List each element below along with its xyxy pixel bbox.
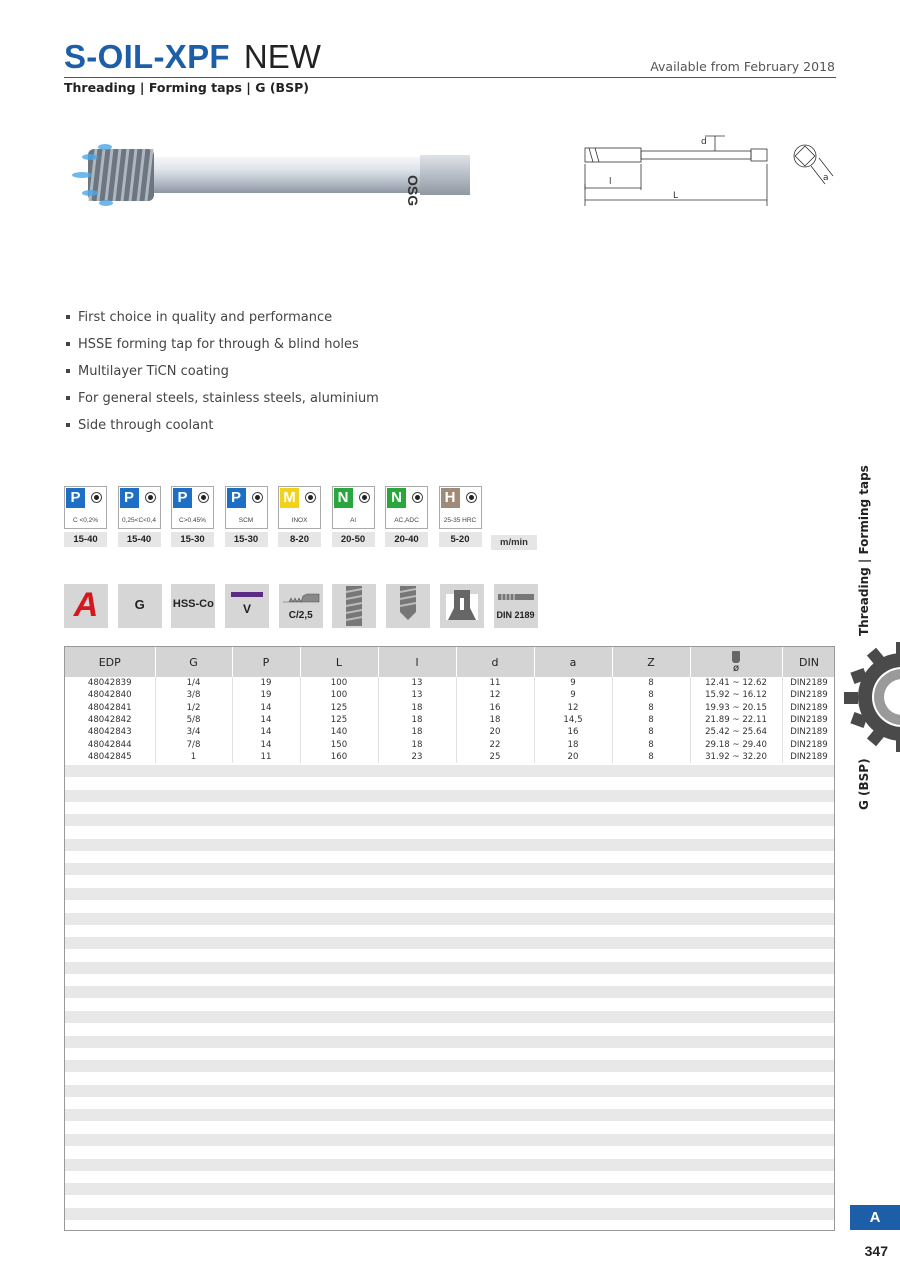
table-cell: 100: [300, 689, 378, 701]
suitability-dot-icon: [359, 492, 370, 503]
thread-type-icon: G: [118, 584, 162, 628]
material-description: 0,25<C<0,4: [122, 517, 156, 524]
material-box: [332, 486, 375, 529]
empty-row-stripe: [65, 1122, 834, 1134]
empty-row-stripe: [65, 1208, 834, 1220]
speed-unit: m/min: [491, 535, 537, 550]
table-row: [65, 677, 835, 689]
suitability-dot-icon: [305, 492, 316, 503]
empty-row-stripe: [65, 1060, 834, 1072]
dim-d: d: [701, 137, 707, 147]
suitability-dot-icon: [91, 492, 102, 503]
empty-row-stripe: [65, 1097, 834, 1109]
empty-row-stripe: [65, 802, 834, 814]
cutting-speed: 15-30: [225, 532, 268, 547]
feature-item: HSSE forming tap for through & blind holes: [66, 335, 379, 362]
table-cell: 3/8: [155, 689, 232, 701]
table-cell: DIN2189: [782, 751, 835, 763]
table-cell: 125: [300, 702, 378, 714]
table-cell: 12: [534, 702, 612, 714]
table-cell: 19.93 ~ 20.15: [690, 702, 782, 714]
suitability-dot-icon: [252, 492, 263, 503]
feature-item: For general steels, stainless steels, aluminium: [66, 389, 379, 416]
table-cell: 8: [612, 689, 690, 701]
table-cell: 48042842: [65, 714, 155, 726]
empty-row-stripe: [65, 765, 834, 777]
table-cell: 48042843: [65, 726, 155, 738]
table-cell: 5/8: [155, 714, 232, 726]
table-cell: DIN2189: [782, 738, 835, 750]
material-description: C <0,2%: [72, 517, 99, 524]
gear-icon: [840, 642, 900, 752]
table-cell: 9: [534, 689, 612, 701]
column-header: Z: [612, 647, 690, 677]
table-cell: 1: [155, 751, 232, 763]
table-body: [65, 677, 835, 763]
material-group-letter: H: [441, 488, 460, 508]
suitability-dot-icon: [145, 492, 156, 503]
table-cell: DIN2189: [782, 714, 835, 726]
table-cell: 14,5: [534, 714, 612, 726]
product-name: S-OIL-XPF: [64, 38, 230, 75]
dim-l: l: [609, 177, 612, 187]
column-header: DIN: [782, 647, 835, 677]
table-cell: 1/4: [155, 677, 232, 689]
empty-row-stripe: [65, 1220, 834, 1231]
table-cell: 8: [612, 702, 690, 714]
material-item: [278, 486, 321, 547]
empty-row-stripe: [65, 1011, 834, 1023]
coating-icon: V: [225, 584, 269, 628]
diameter-label: ø: [732, 662, 740, 674]
table-cell: 125: [300, 714, 378, 726]
feature-list: [66, 308, 379, 443]
table-cell: 8: [612, 726, 690, 738]
empty-row-stripe: [65, 900, 834, 912]
chamfer-icon: C/2,5: [279, 584, 323, 628]
material-item: [225, 486, 268, 547]
cutting-speed: 15-40: [64, 532, 107, 547]
table-cell: 20: [534, 751, 612, 763]
tap-dimension-drawing: [575, 128, 837, 210]
table-cell: 1/2: [155, 702, 232, 714]
material-description: SCM: [238, 517, 254, 524]
table-cell: DIN2189: [782, 689, 835, 701]
empty-row-stripe: [65, 827, 834, 839]
table-cell: 29.18 ~ 29.40: [690, 738, 782, 750]
feature-item: First choice in quality and performance: [66, 308, 379, 335]
cutting-speed: 15-40: [118, 532, 161, 547]
header-divider: [64, 77, 836, 78]
table-cell: 15.92 ~ 16.12: [690, 689, 782, 701]
table-cell: 48042840: [65, 689, 155, 701]
material-description: Al: [350, 517, 356, 524]
suitability-dot-icon: [412, 492, 423, 503]
empty-row-stripe: [65, 1085, 834, 1097]
table-cell: 48042839: [65, 677, 155, 689]
column-header: P: [232, 647, 300, 677]
table-cell: 12: [456, 689, 534, 701]
table-cell: 140: [300, 726, 378, 738]
empty-row-stripe: [65, 1196, 834, 1208]
table-cell: DIN2189: [782, 702, 835, 714]
product-table: [64, 646, 835, 1231]
material-group-letter: N: [387, 488, 406, 508]
table-cell: 18: [378, 738, 456, 750]
material-box: [439, 486, 482, 529]
table-row: [65, 738, 835, 750]
table-cell: 18: [456, 714, 534, 726]
table-row: [65, 726, 835, 738]
table-cell: 13: [378, 677, 456, 689]
empty-row-stripe: [65, 986, 834, 998]
material-item: [64, 486, 107, 547]
table-cell: 22: [456, 738, 534, 750]
table-cell: 11: [232, 751, 300, 763]
material-box: [171, 486, 214, 529]
side-subcategory: G (BSP): [857, 758, 871, 810]
standard-icon: DIN 2189: [494, 584, 538, 628]
column-header: a: [534, 647, 612, 677]
table-cell: 3/4: [155, 726, 232, 738]
table-cell: 16: [534, 726, 612, 738]
empty-row-stripe: [65, 876, 834, 888]
table-row: [65, 702, 835, 714]
cutting-speed: 15-30: [171, 532, 214, 547]
empty-row-stripe: [65, 950, 834, 962]
material-box: [225, 486, 268, 529]
table-cell: 18: [378, 726, 456, 738]
material-item: [118, 486, 161, 547]
table-cell: 16: [456, 702, 534, 714]
table-row: [65, 751, 835, 763]
material-description: INOX: [291, 517, 308, 524]
material-item: [171, 486, 214, 547]
material-group-letter: P: [66, 488, 85, 508]
cutting-speed: 5-20: [439, 532, 482, 547]
table-cell: 18: [378, 702, 456, 714]
empty-row-stripe: [65, 913, 834, 925]
table-row: [65, 714, 835, 726]
feature-item: Side through coolant: [66, 416, 379, 443]
table-cell: 18: [534, 738, 612, 750]
side-category: Threading | Forming taps: [857, 465, 871, 636]
table-cell: 48042844: [65, 738, 155, 750]
empty-row-stripe: [65, 888, 834, 900]
material-description: AC,ADC: [394, 517, 419, 524]
table-cell: 14: [232, 714, 300, 726]
empty-row-stripe: [65, 1073, 834, 1085]
column-header: l: [378, 647, 456, 677]
column-header: EDP: [65, 647, 155, 677]
table-cell: DIN2189: [782, 726, 835, 738]
material-group-letter: P: [173, 488, 192, 508]
empty-row-stripe: [65, 1109, 834, 1121]
material-group-letter: N: [334, 488, 353, 508]
empty-row-stripe: [65, 1171, 834, 1183]
material-group-letter: P: [227, 488, 246, 508]
table-cell: 160: [300, 751, 378, 763]
table-cell: 23: [378, 751, 456, 763]
empty-row-stripe: [65, 962, 834, 974]
table-cell: 7/8: [155, 738, 232, 750]
empty-row-stripe: [65, 1048, 834, 1060]
page-number: 347: [864, 1243, 888, 1259]
material-box: [118, 486, 161, 529]
blind-hole-icon: [386, 584, 430, 628]
empty-row-stripe: [65, 1183, 834, 1195]
table-header: [65, 647, 835, 677]
table-cell: 14: [232, 726, 300, 738]
material-box: [278, 486, 321, 529]
empty-row-stripe: [65, 839, 834, 851]
column-header: G: [155, 647, 232, 677]
table-cell: 12.41 ~ 12.62: [690, 677, 782, 689]
section-tab: A: [850, 1205, 900, 1230]
cutting-speed: 20-50: [332, 532, 375, 547]
material-item: [385, 486, 428, 547]
cutting-speed: 20-40: [385, 532, 428, 547]
suitability-dot-icon: [198, 492, 209, 503]
table-cell: 8: [612, 677, 690, 689]
column-header: L: [300, 647, 378, 677]
table-cell: 8: [612, 751, 690, 763]
table-cell: 20: [456, 726, 534, 738]
material-group-letter: P: [120, 488, 139, 508]
empty-row-stripe: [65, 1036, 834, 1048]
empty-row-stripe: [65, 937, 834, 949]
tool-spec-icons: [64, 584, 547, 628]
table-cell: 8: [612, 738, 690, 750]
direction-icon: A: [64, 584, 108, 628]
column-header: d: [456, 647, 534, 677]
table-cell: 21.89 ~ 22.11: [690, 714, 782, 726]
empty-row-stripe: [65, 1134, 834, 1146]
table-row: [65, 689, 835, 701]
material-box: [385, 486, 428, 529]
material-description: 25-35 HRC: [443, 517, 477, 524]
availability-note: Available from February 2018: [650, 59, 835, 74]
material-box: [64, 486, 107, 529]
table-cell: 25.42 ~ 25.64: [690, 726, 782, 738]
table-cell: 100: [300, 677, 378, 689]
table-cell: 48042845: [65, 751, 155, 763]
through-hole-icon: [332, 584, 376, 628]
material-description: C>0.45%: [179, 517, 206, 524]
table-cell: 11: [456, 677, 534, 689]
table-cell: 18: [378, 714, 456, 726]
table-cell: 8: [612, 714, 690, 726]
empty-row-stripe: [65, 814, 834, 826]
empty-row-stripe: [65, 851, 834, 863]
empty-row-stripe: [65, 790, 834, 802]
suitability-dot-icon: [466, 492, 477, 503]
table-cell: 14: [232, 738, 300, 750]
table-cell: 31.92 ~ 32.20: [690, 751, 782, 763]
empty-row-stripe: [65, 1159, 834, 1171]
empty-row-stripe: [65, 999, 834, 1011]
page-title: [64, 38, 321, 78]
dim-a: a: [823, 173, 829, 183]
breadcrumb: Threading | Forming taps | G (BSP): [64, 80, 309, 95]
column-header: [690, 647, 782, 677]
empty-row-stripe: [65, 863, 834, 875]
table-cell: 19: [232, 689, 300, 701]
material-item: [439, 486, 482, 547]
table-cell: 9: [534, 677, 612, 689]
table-cell: 19: [232, 677, 300, 689]
cutting-speed: 8-20: [278, 532, 321, 547]
table-cell: DIN2189: [782, 677, 835, 689]
table-cell: 14: [232, 702, 300, 714]
feature-item: Multilayer TiCN coating: [66, 362, 379, 389]
table-cell: 25: [456, 751, 534, 763]
table-cell: 48042841: [65, 702, 155, 714]
coolant-icon: [440, 584, 484, 628]
material-suitability: [64, 486, 492, 547]
empty-row-stripe: [65, 1023, 834, 1035]
empty-row-stripe: [65, 777, 834, 789]
empty-row-stripe: [65, 925, 834, 937]
material-icon: HSS-Co: [171, 584, 215, 628]
material-group-letter: M: [280, 488, 299, 508]
osg-logo: OSG: [405, 175, 421, 207]
tap-tool-image: [60, 135, 480, 215]
dim-L: L: [673, 191, 679, 201]
table-cell: 150: [300, 738, 378, 750]
empty-row-stripe: [65, 974, 834, 986]
material-item: [332, 486, 375, 547]
empty-row-stripe: [65, 1146, 834, 1158]
table-cell: 13: [378, 689, 456, 701]
new-badge: NEW: [243, 38, 321, 75]
